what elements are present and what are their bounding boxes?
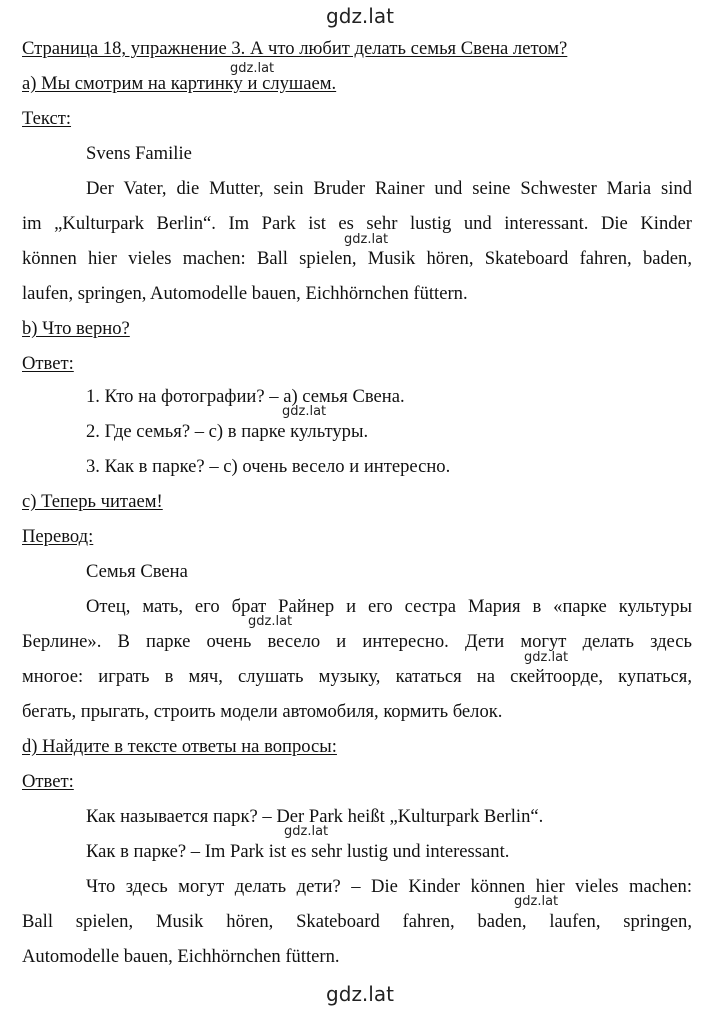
section-a-label: Текст: [22, 108, 72, 129]
answer-activities-line-3: Automodelle bauen, Eichhörnchen füttern. [22, 946, 340, 967]
text-line-1: Der Vater, die Mutter, sein Bruder Rainer und seine Schwester Maria sind [86, 178, 692, 199]
answer-activities-line-2: Ball spielen, Musik hören, Skateboard fahren, baden, laufen, springen, [22, 911, 692, 932]
section-b-heading: b) Что верно? [22, 318, 130, 339]
watermark-top: gdz.lat [326, 4, 394, 28]
text-line-4: laufen, springen, Automodelle bauen, Eichhörnchen füttern. [22, 283, 468, 304]
answer-2: 2. Где семья? – с) в парке культуры. [86, 421, 369, 442]
answer-park-name: Как называется парк? – Der Park heißt „Kulturpark Berlin“. [86, 806, 544, 827]
watermark-bottom: gdz.lat [326, 982, 394, 1006]
translation-line-2: Берлине». В парке очень весело и интересно. Дети могут делать здесь [22, 631, 692, 652]
section-a-title: Svens Familie [86, 143, 192, 164]
watermark: gdz.lat [230, 61, 275, 76]
translation-line-1: Отец, мать, его брат Райнер и его сестра Мария в «парке культуры [86, 596, 692, 617]
section-c-heading: с) Теперь читаем! [22, 491, 163, 512]
section-d-heading: d) Найдите в тексте ответы на вопросы: [22, 736, 337, 757]
answer-3: 3. Как в парке? – с) очень весело и интересно. [86, 456, 451, 477]
answer-1: 1. Кто на фотографии? – а) семья Свена. [86, 386, 405, 407]
section-c-title: Семья Свена [86, 561, 188, 582]
text-line-3: können hier vieles machen: Ball spielen, Musik hören, Skateboard fahren, baden, [22, 248, 692, 269]
watermark: gdz.lat [248, 614, 293, 629]
section-c-label: Перевод: [22, 526, 94, 547]
watermark: gdz.lat [284, 824, 329, 839]
watermark: gdz.lat [282, 404, 327, 419]
answer-park-mood: Как в парке? – Im Park ist es sehr lustig und interessant. [86, 841, 510, 862]
page-header: Страница 18, упражнение 3. А что любит делать семья Свена летом? [22, 38, 568, 59]
text-line-2: im „Kulturpark Berlin“. Im Park ist es sehr lustig und interessant. Die Kinder [22, 213, 692, 234]
translation-line-3: многое: играть в мяч, слушать музыку, кататься на скейтоорде, купаться, [22, 666, 692, 687]
section-d-label: Ответ: [22, 771, 74, 792]
watermark: gdz.lat [524, 650, 569, 665]
section-a-heading: а) Мы смотрим на картинку и слушаем. [22, 73, 337, 94]
answer-activities-line-1: Что здесь могут делать дети? – Die Kinder können hier vieles machen: [86, 876, 692, 897]
watermark: gdz.lat [514, 894, 559, 909]
watermark: gdz.lat [344, 232, 389, 247]
section-b-label: Ответ: [22, 353, 74, 374]
translation-line-4: бегать, прыгать, строить модели автомобиля, кормить белок. [22, 701, 503, 722]
